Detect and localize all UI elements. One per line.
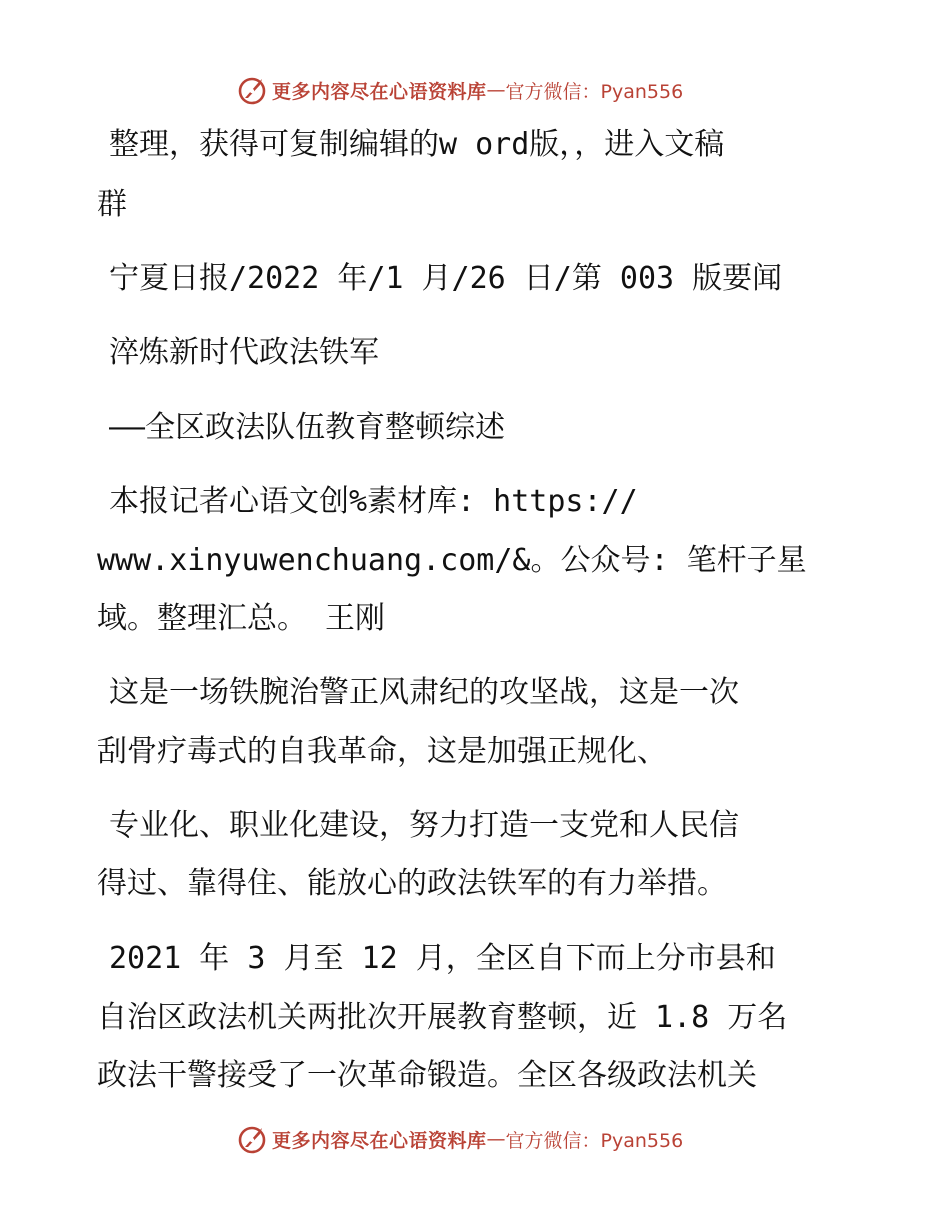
body-line: 专业化、职业化建设，努力打造一支党和人民信 [109,808,739,843]
footer-banner [236,1122,683,1156]
quill-pen-logo-icon [236,1123,268,1155]
byline: www.xinyuwenchuang.com/&。公众号: 笔杆子星 [97,543,807,578]
body-line: 这是一场铁腕治警正风肃纪的攻坚战，这是一次 [109,675,739,710]
body-line: 群 [97,187,127,222]
banner-separator: — [486,1128,506,1150]
quill-pen-logo-icon [236,74,268,106]
subheadline: ——全区政法队伍教育整顿综述 [109,410,506,445]
byline: 本报记者心语文创%素材库: https:// [109,484,638,519]
banner-separator: — [486,79,506,101]
body-line: 政法干警接受了一次革命锻造。全区各级政法机关 [97,1058,757,1093]
banner-contact: 官方微信：Pyan556 [505,80,684,103]
banner-contact: 官方微信：Pyan556 [505,1129,684,1152]
body-line: 刮骨疗毒式的自我革命，这是加强正规化、 [97,734,667,769]
source-line: 宁夏日报/2022 年/1 月/26 日/第 003 版要闻 [109,261,783,296]
byline: 域。整理汇总。 王刚 [97,601,386,636]
banner-title: 更多内容尽在心语资料库 [272,80,487,103]
headline: 淬炼新时代政法铁军 [109,335,379,370]
body-line: 整理，获得可复制编辑的w ord版，，进入文稿 [109,127,725,162]
body-line: 2021 年 3 月至 12 月，全区自下而上分市县和 [109,941,776,976]
banner-title: 更多内容尽在心语资料库 [272,1129,487,1152]
body-line: 得过、靠得住、能放心的政法铁军的有力举措。 [97,866,727,901]
body-line: 自治区政法机关两批次开展教育整顿，近 1.8 万名 [97,1000,788,1035]
header-banner [236,73,683,107]
